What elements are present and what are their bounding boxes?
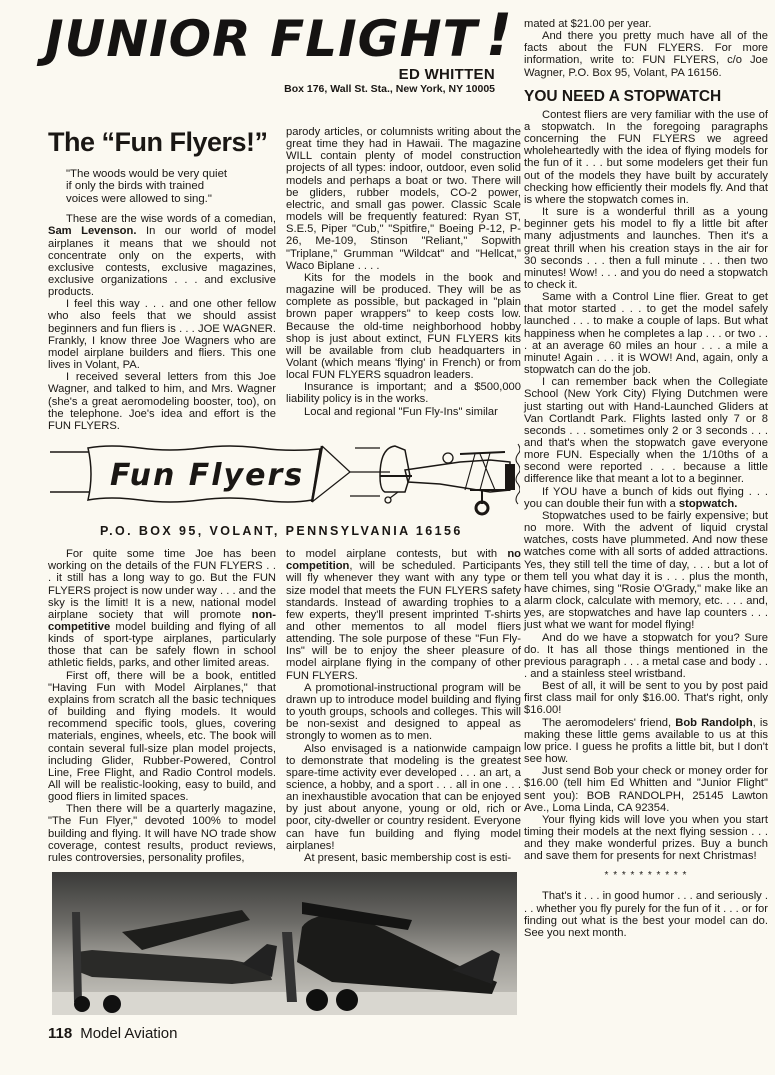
paragraph [524, 109, 768, 206]
paragraph-text: , is making these little gems available to us at this low price. I guess he profits a little bit, but I don't see how. [524, 716, 768, 766]
fun-flyers-address: P.O. BOX 95, VOLANT, PENNSYLVANIA 16156 [100, 524, 463, 539]
column-3 [524, 18, 768, 939]
model-airplanes-photo [52, 872, 517, 1015]
paragraph [286, 682, 521, 743]
paragraph-text: The aeromodelers' friend, [542, 716, 676, 729]
paragraph [286, 743, 521, 852]
paragraph [48, 803, 276, 864]
emphasis-text: no competition [286, 548, 521, 573]
article-title: The “Fun Flyers!” [48, 127, 268, 157]
column-2-bottom [286, 548, 521, 864]
paragraph [524, 814, 768, 863]
author-address: Box 176, Wall St. Sta., New York, NY 10005 [284, 83, 495, 95]
emphasis-text: Sam Levenson. [48, 225, 137, 238]
column-3-body [524, 109, 768, 863]
paragraph [48, 371, 276, 432]
column-title-exclamation: ! [485, 1, 513, 69]
article-bottom-columns [48, 548, 521, 864]
section-divider-stars: * * * * * * * * * * [604, 870, 688, 882]
paragraph-text: Best of all, it will be sent to you by post paid first class mail for only $16.00. That's right, only $16.00! [524, 680, 768, 717]
paragraph-text: These are the wise words of a comedian, [66, 213, 276, 226]
paragraph-text: , will be scheduled. Participants will fly whenever they want with any type or size model that meets the FUN FLYERS safety standards. Instead of awarding trophies to a few experts, they'll present imprinted T-shirts and other mementos to all model fliers attending. The sole purpose of these "Fun Fly-Ins" will be to enjoy the sheer pleasure of model airplane flying in the company of other FUN FLYERS. [286, 560, 521, 682]
paragraph-text: Kits for the models in the book and magazine will be produced. They will be as complete as possible, but packaged in "plain brown paper wrappers" to keep costs low. Because the old-time neighborhood hobby shop is just about extinct, FUN FLYERS kits will be available from club headquarters in Volant (which means 'flying' in French) or from local FUN FLYERS squadron leaders. [286, 271, 521, 382]
quote-line: if only the birds with trained [66, 180, 205, 193]
quote-line: "The woods would be very quiet [66, 168, 228, 180]
paragraph [524, 30, 768, 79]
paragraph-text: Your flying kids will love you when you start timing their models at the next flying session . . . and they make wonderful prizes. Buy a bunch and save them for presents for next Christmas! [524, 813, 768, 863]
paragraph [286, 548, 521, 682]
page-number: 118 [48, 1025, 73, 1043]
article-top-columns [48, 126, 521, 432]
paragraph [48, 298, 276, 371]
paragraph [524, 291, 768, 376]
paragraph-text: mated at $21.00 per year. [524, 18, 652, 30]
emphasis-text: Bob Randolph [675, 716, 753, 729]
model-airplanes-photo-illustration [52, 872, 517, 1015]
publication-name: Model Aviation [80, 1025, 178, 1043]
column-title: JUNIOR FLIGHT [45, 10, 478, 68]
paragraph-text: to model airplane contests, but with [286, 548, 508, 561]
paragraph-text: parody articles, or columnists writing about the great time they had in Hawaii. The magazine WILL contain plenty of model construction projects of all types: indoor, outdoor, even solid models and perhaps a boat or two. There will be gliders, rubber models, CO-2 power, electric, and small gas power. Classic Scale models will be frequently featured: Ryan ST, S.E.5, Piper "Cub," "Spitfire," Boeing P-12, P-26, Me-109, Stinson "Reliant," Sopwith "Triplane," Grumman "Wildcat" and "Hellcat," Waco Biplane . . . . [286, 126, 521, 272]
emphasis-text: non-competitive [48, 608, 276, 633]
paragraph [524, 632, 768, 681]
author-name: ED WHITTEN [398, 66, 495, 83]
paragraph [286, 852, 521, 864]
article-main-area [48, 126, 521, 1043]
paragraph-text: First off, there will be a book, entitled "Having Fun with Model Airplanes," that explains from scratch all the basic techniques of building and flying models. It would recommend specific tools, glues, covering materials, engines, wheels, etc. The book will contain several full-size plan model projects, including Glider, Rubber-Powered, Control Line, Free Flight, and Radio Control models. All will be realistic-looking, easy to build, and good fliers in limited spaces. [48, 669, 276, 804]
paragraph-text: Insurance is important; and a $500,000 liability policy is in the works. [286, 381, 521, 406]
paragraph-text: And there you pretty much have all of the facts about the FUN FLYERS. For more information, write to: FUN FLYERS, c/o Joe Wagner, P.O. Box 95, Volant, PA 16156. [524, 30, 768, 79]
paragraph-text: Contest fliers are very familiar with the use of a stopwatch. In the foregoing paragraphs concerning the FUN FLYERS we agreed wholeheartedly with the idea of flying models for the fun of it . . . but some modelers get their fun out of the models they have built by accurately checking how efficiently their models fly. And that is where the stopwatch comes in. [524, 108, 768, 206]
paragraph [48, 213, 276, 298]
paragraph [286, 126, 521, 272]
paragraph-text: And do we have a stopwatch for you? Sure do. It has all those things mentioned in the previous paragraph . . . a metal case and body . . . and a stainless steel wristband. [524, 631, 768, 680]
paragraph-text: Then there will be a quarterly magazine, "The Fun Flyer," devoted 100% to model building and flying. It will have NO trade show coverage, contest results, product reviews, rules controversies, personality profiles, [48, 803, 276, 864]
paragraph [524, 486, 768, 510]
paragraph [524, 510, 768, 632]
column-1-top [48, 213, 276, 432]
paragraph [524, 206, 768, 291]
paragraph-text: Also envisaged is a nationwide campaign to demonstrate that modeling is the greatest spare-time activity ever developed . . . an art, a science, a hobby, and a sport . . . all in one . . . an inexhaustible avocation that can be enjoyed by just about anyone, young or old, rich or poor, city-dweller or country resident. Everyone can have fun building and flying model airplanes! [286, 742, 521, 852]
paragraph-text: Just send Bob your check or money order for $16.00 (tell him Ed Whitten and "Junior Flight" sent you): BOB RANDOLPH, 25145 Lawton Ave., Loma Linda, CA 92354. [524, 765, 768, 814]
paragraph [524, 376, 768, 485]
column-1-bottom [48, 548, 276, 864]
column-header [45, 1, 525, 96]
paragraph-text: Local and regional "Fun Fly-Ins" similar [304, 405, 498, 418]
paragraph [286, 272, 521, 381]
paragraph [286, 381, 521, 405]
paragraph-text: Stopwatches used to be fairly expensive; but no more. With the advent of liquid crystal watches, costs have plummeted. And now these watches come with all sorts of added attractions. Yes, they still tell the time of day, . . . but a lot of them tell you what day it is . . . plus the month, have chimes, sing "Rosie O'Grady," make like an alarm clock, calculate with memory, etc. . . . and, yes, are stopwatches and have lap counters . . . just what we want for model flying! [524, 509, 768, 632]
column-3-end [524, 890, 768, 939]
page-footer [48, 1025, 521, 1043]
paragraph-text: It sure is a wonderful thrill as a young beginner gets his model to fly a little bit after many adjustments and launches. Then it's a great thrill when his creation stays in the air for 30 seconds . . . then a full minute . . . then two minutes! Wow! . . . and you do need a stopwatch to check it. [524, 206, 768, 291]
section-heading-stopwatch: YOU NEED A STOPWATCH [524, 87, 722, 105]
fun-flyers-banner-logo [48, 440, 521, 548]
paragraph [48, 670, 276, 804]
paragraph-text: I feel this way . . . and one other fellow who also feels that we should assist beginners and fun fliers is . . . JOE WAGNER. Frankly, I know three Joe Wagners who are model airplane builders and fliers. This one lives in Volant, PA. [48, 298, 276, 372]
epigraph-quote [66, 168, 276, 205]
paragraph-text: I can remember back when the Collegiate School (New York City) Flying Dutchmen were just starting out with Hand-Launched Gliders at Van Cortlandt Park. Flights lasted only 7 or 8 seconds . . . sometimes only 2 or 3 seconds . . . and that's when the stopwatch gave everyone more FUN. Especially when the 1/10ths of a second were reported . . . because a little difference like that meant a lot to a beginner. [524, 376, 768, 486]
paragraph-text: I received several letters from this Joe Wagner, and talked to him, and Mrs. Wagner (she's a great aeromodeling booster, too), on the telephone. Joe's idea and effort is the FUN FLYERS. [48, 371, 276, 432]
column-title-row [45, 1, 525, 69]
emphasis-text: stopwatch. [678, 497, 738, 510]
fun-flyers-logo-text: Fun Flyers [110, 458, 305, 494]
paragraph-text: model building and flying of all kinds of sport-type airplanes, particularly those that can be safely flown in school athletic fields, parks, and other limited areas. [48, 620, 276, 670]
paragraph [286, 406, 521, 418]
paragraph-text: A promotional-instructional program will be drawn up to introduce model building and flying to youth groups, schools and colleges. This will be non-sexist and designed to appeal as strongly to women as to men. [286, 681, 521, 743]
paragraph-text: At present, basic membership cost is esti- [304, 851, 512, 864]
column-2-top [286, 126, 521, 432]
paragraph [48, 548, 276, 670]
paragraph [524, 765, 768, 814]
paragraph-text: In our world of model airplanes it means that we should not concentrate only on the experts, with exclusive contests, exclusive magazines, exclusive organizations . . . and exclusive products. [48, 225, 276, 299]
paragraph-text: That's it . . . in good humor . . . and seriously . . . whether you fly purely for the fun of it . . . or for finding out what is the best your model can do. See you next month. [524, 890, 768, 939]
paragraph-text: Same with a Control Line flier. Great to get that motor started . . . to get the model safely launched . . . to make a couple of laps. But what happiness when he completes a lap . . . or two . . . at an average 60 miles an hour . . . a mile a minute! Again . . . it is WOW! And, again, only a stopwatch can do the job. [524, 291, 768, 377]
paragraph-text: If YOU have a bunch of kids out flying . . . you can double their fun with a [524, 485, 768, 510]
paragraph [524, 680, 768, 716]
paragraph [524, 18, 768, 30]
paragraph-text: For quite some time Joe has been working on the details of the FUN FLYERS . . . it still has a long way to go. But the FUN FLYERS project is now under way . . . and the sky is the limit! It is a new, national model airplane society that will promote [48, 548, 277, 621]
column-1-top-wrap [48, 126, 276, 432]
paragraph [524, 717, 768, 766]
paragraph [524, 890, 768, 939]
quote-line: voices were allowed to sing." [66, 192, 212, 205]
column-3-top [524, 18, 768, 79]
